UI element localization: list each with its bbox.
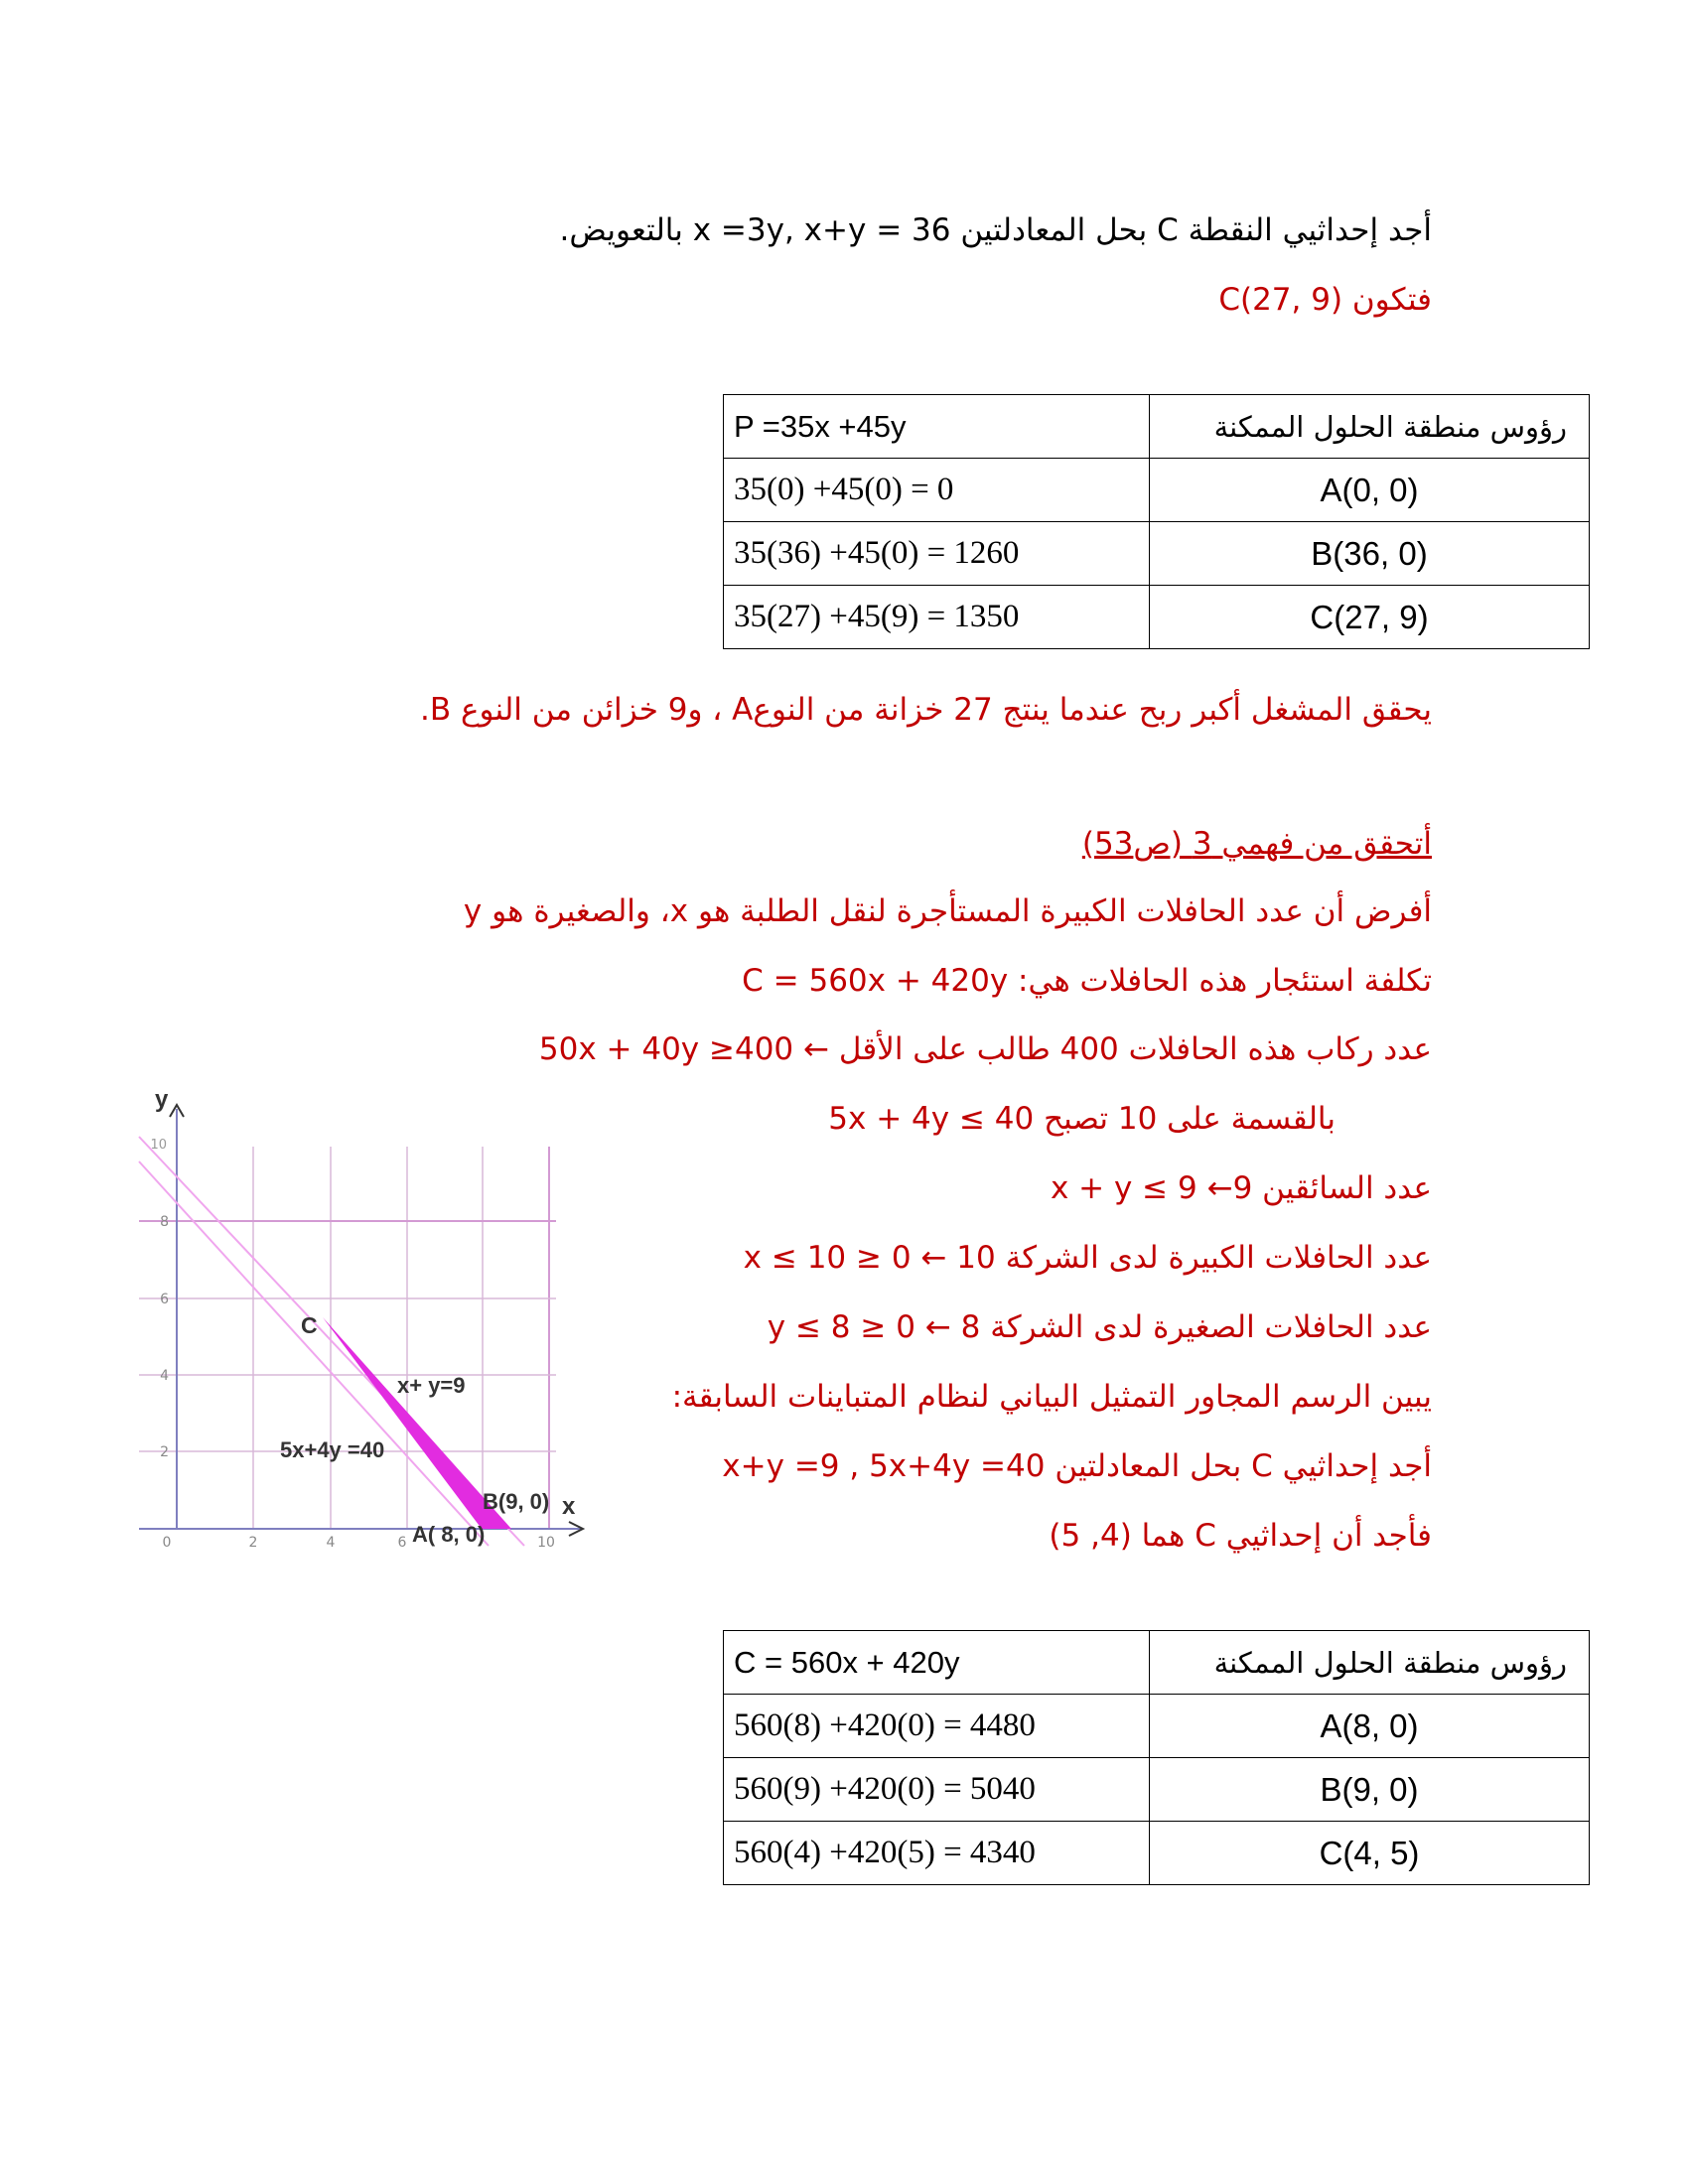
- point-b-label: B(9, 0): [483, 1489, 550, 1514]
- x-tick-label: 6: [397, 1535, 407, 1551]
- table-header-objective: P =35x +45y: [724, 395, 1150, 459]
- line-label-x-plus-y: x+ y=9: [397, 1373, 466, 1398]
- x-axis-label: x: [562, 1493, 576, 1520]
- line-label-5x-4y: 5x+4y =40: [280, 1437, 385, 1462]
- point-c-label: C: [301, 1312, 318, 1338]
- table-cell-value: 35(0) +45(0) = 0: [724, 459, 1150, 522]
- table-cell-value: 35(36) +45(0) = 1260: [724, 522, 1150, 586]
- table-cell-vertex: B(9, 0): [1150, 1758, 1590, 1822]
- x-tick-label: 0: [162, 1535, 172, 1551]
- table-cell-vertex: C(27, 9): [1150, 586, 1590, 649]
- x-tick-label: 2: [248, 1535, 258, 1551]
- table-header-objective: C = 560x + 420y: [724, 1631, 1150, 1695]
- table-cell-value: 560(8) +420(0) = 4480: [724, 1695, 1150, 1758]
- table-cell-vertex: C(4, 5): [1150, 1822, 1590, 1885]
- table-header-vertices: رؤوس منطقة الحلول الممكنة: [1150, 395, 1590, 459]
- x-tick-label: 10: [537, 1535, 555, 1551]
- text-line: يبين الرسم المجاور التمثيل البياني لنظام المتباينات السابقة:: [671, 1379, 1432, 1415]
- y-tick-label: 4: [160, 1368, 169, 1384]
- text-line: بالقسمة على 10 تصبح 5x + 4y ≤ 40: [828, 1101, 1336, 1137]
- text-line: تكلفة استئجار هذه الحافلات هي: C = 560x + 420y: [742, 963, 1432, 999]
- text-line: فتكون C(27, 9): [1218, 282, 1432, 318]
- table-cell-vertex: A(0, 0): [1150, 459, 1590, 522]
- text-line: أجد إحداثيي C بحل المعادلتين x+y =9 , 5x+4y =40: [722, 1448, 1432, 1484]
- y-tick-label: 10: [150, 1138, 167, 1153]
- y-tick-label: 8: [160, 1214, 169, 1230]
- text-line: فأجد أن إحداثيي C هما (4, 5): [1049, 1518, 1432, 1554]
- y-axis-label: y: [155, 1087, 169, 1113]
- table-cell-value: 35(27) +45(9) = 1350: [724, 586, 1150, 649]
- feasible-region-graph: [129, 1087, 596, 1554]
- results-table-2: [723, 1630, 1590, 1885]
- point-a-label: A( 8, 0): [412, 1522, 486, 1547]
- section-heading: أتحقق من فهمي 3 (ص53): [1081, 826, 1432, 862]
- table-header-vertices: رؤوس منطقة الحلول الممكنة: [1150, 1631, 1590, 1695]
- table-cell-value: 560(4) +420(5) = 4340: [724, 1822, 1150, 1885]
- text-line: عدد ركاب هذه الحافلات 400 طالب على الأقل ← 50x + 40y ≥400: [538, 1031, 1432, 1067]
- x-tick-label: 4: [326, 1535, 336, 1551]
- results-table-1: [723, 394, 1590, 649]
- text-line: عدد الحافلات الصغيرة لدى الشركة 8 ← 0 ≤ y ≤ 8: [767, 1309, 1432, 1345]
- y-tick-label: 6: [160, 1292, 169, 1307]
- conclusion-text: يحقق المشغل أكبر ربح عندما ينتج 27 خزانة من النوعA ، و9 خزائن من النوع B.: [419, 692, 1432, 728]
- y-tick-label: 2: [160, 1444, 169, 1460]
- table-cell-vertex: B(36, 0): [1150, 522, 1590, 586]
- table-cell-value: 560(9) +420(0) = 5040: [724, 1758, 1150, 1822]
- text-line: أجد إحداثيي النقطة C بحل المعادلتين x =3y, x+y = 36 بالتعويض.: [559, 212, 1432, 248]
- text-line: عدد الحافلات الكبيرة لدى الشركة 10 ← 0 ≤ x ≤ 10: [743, 1240, 1432, 1276]
- text-line: عدد السائقين 9← x + y ≤ 9: [1050, 1170, 1432, 1206]
- table-cell-vertex: A(8, 0): [1150, 1695, 1590, 1758]
- text-line: أفرض أن عدد الحافلات الكبيرة المستأجرة لنقل الطلبة هو x، والصغيرة هو y: [463, 893, 1432, 929]
- line-5x-4y-40: [139, 1161, 489, 1546]
